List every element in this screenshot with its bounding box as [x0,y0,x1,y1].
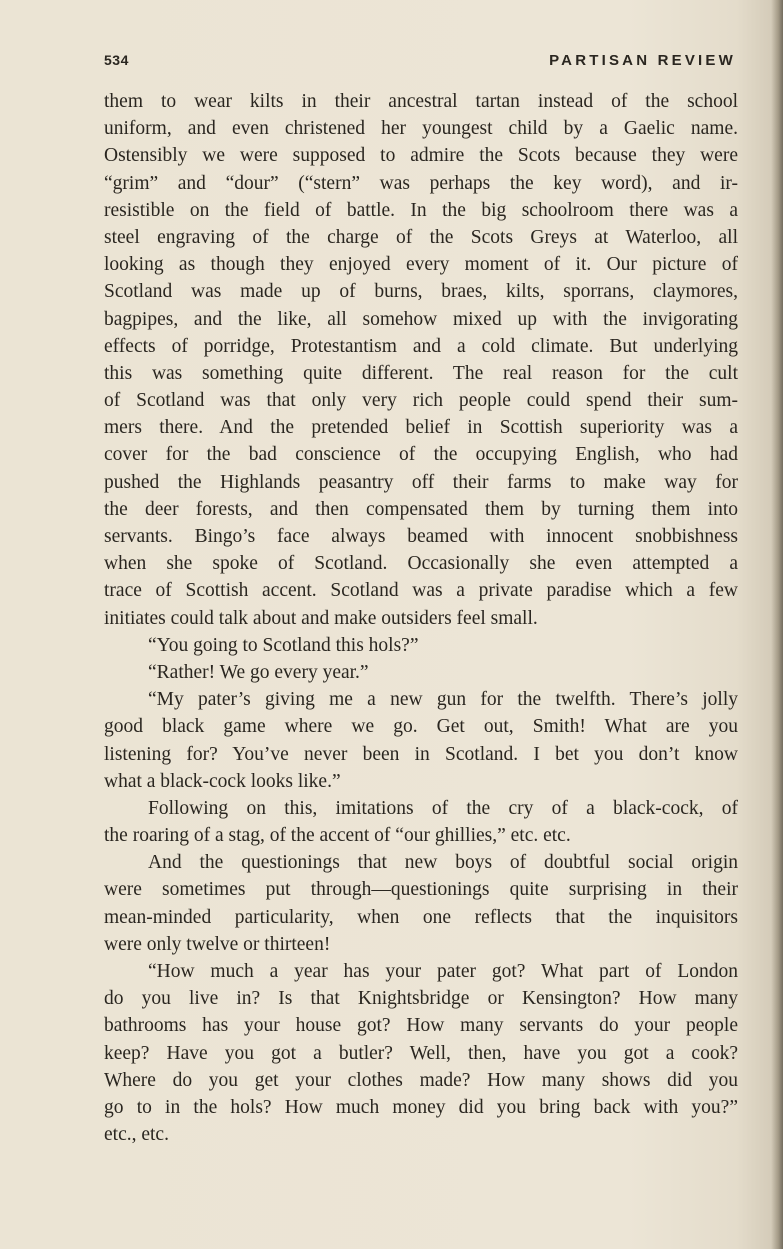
page-number: 534 [104,52,129,68]
text-line: steel engraving of the charge of the Scots Greys at Waterloo, all [104,226,738,248]
text-line: good black game where we go. Get out, Smith! What are you [104,716,738,738]
text-line: listening for? You’ve never been in Scotland. I bet you don’t know [104,743,738,765]
text-line: “How much a year has your pater got? What part of London [148,961,738,982]
text-line: trace of Scottish accent. Scotland was a private paradise which a few [104,580,738,602]
text-line: Where do you get your clothes made? How many shows did you [104,1069,738,1091]
text-line: resistible on the field of battle. In the big schoolroom there was a [104,199,738,221]
text-line: Ostensibly we were supposed to admire the Scots because they were [104,145,738,167]
text-line: were sometimes put through—questionings quite surprising in their [104,879,738,901]
text-line: the deer forests, and then compensated them by turning them into [104,498,738,520]
text-line: And the questionings that new boys of doubtful social origin [148,852,738,874]
spine-shadow [771,0,783,1249]
text-line: mers there. And the pretended belief in Scottish superiority was a [104,417,738,439]
text-line: go to in the hols? How much money did you bring back with you?” [104,1096,738,1118]
text-line: the roaring of a stag, of the accent of “our ghillies,” etc. etc. [104,825,571,847]
text-line: what a black-cock looks like.” [104,770,341,792]
text-line: Scotland was made up of burns, braes, kilts, sporrans, claymores, [104,281,738,303]
text-line: when she spoke of Scotland. Occasionally she even attempted a [104,553,738,575]
text-line: etc., etc. [104,1124,169,1146]
text-line: uniform, and even christened her youngest child by a Gaelic name. [104,118,738,140]
text-line: “You going to Scotland this hols?” [148,634,419,656]
text-line: mean-minded particularity, when one reflects that the inquisitors [104,906,738,928]
text-line: them to wear kilts in their ancestral tartan instead of the school [104,91,738,112]
journal-title: PARTISAN REVIEW [549,52,736,69]
text-line: bathrooms has your house got? How many servants do your people [104,1015,738,1037]
text-line: do you live in? Is that Knightsbridge or Kensington? How many [104,988,738,1010]
text-line: bagpipes, and the like, all somehow mixed up with the invigorating [104,308,738,330]
text-line: cover for the bad conscience of the occupying English, who had [104,444,738,466]
text-line: “My pater’s giving me a new gun for the twelfth. There’s jolly [148,689,738,711]
text-line: servants. Bingo’s face always beamed with innocent snobbishness [104,526,738,547]
text-line: initiates could talk about and make outsiders feel small. [104,607,538,629]
text-line: pushed the Highlands peasantry off their farms to make way for [104,471,738,493]
text-line: of Scotland was that only very rich people could spend their sum- [104,390,738,412]
text-line: Following on this, imitations of the cry of a black-cock, of [148,797,738,819]
body-text [104,88,738,1148]
text-line: looking as though they enjoyed every moment of it. Our picture of [104,254,738,276]
text-line: “grim” and “dour” (“stern” was perhaps the key word), and ir- [104,172,738,194]
text-line: were only twelve or thirteen! [104,933,331,955]
text-line: effects of porridge, Protestantism and a cold climate. But underlying [104,335,738,357]
running-head [104,52,736,76]
text-line: “Rather! We go every year.” [148,661,369,683]
text-line: this was something quite different. The real reason for the cult [104,362,738,384]
text-line: keep? Have you got a butler? Well, then, have you got a cook? [104,1042,738,1064]
